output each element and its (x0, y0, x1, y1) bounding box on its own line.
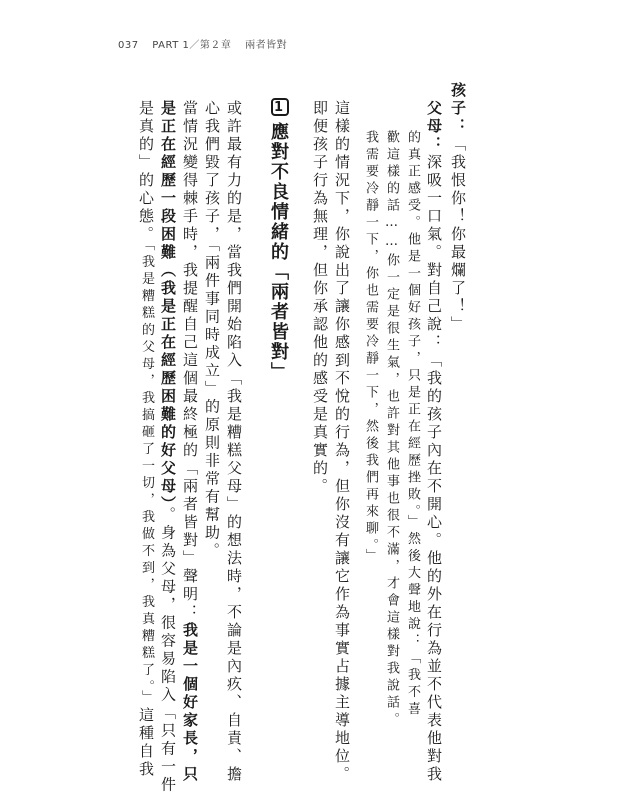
paragraph-line-2: 即便孩子行為無理，但你承認他的感受是真實的。 (311, 100, 329, 496)
chapter-title: 兩者皆對 (245, 40, 288, 51)
paragraph-line-6 (158, 100, 178, 795)
parent-line-3: 歡這樣的話……你一定是很生氣，也許對其他事也很不滿，才會這樣對我說話。 (384, 130, 399, 729)
part-label: PART 1／第２章 (152, 40, 232, 51)
paragraph-7-c: 這種自我 (137, 707, 155, 779)
paragraph-7-a: 是真的」的心態。 (137, 100, 155, 244)
page-number: 037 (118, 40, 139, 51)
paragraph-5-text: 當情況變得棘手時，我提醒自己這個最終極的「兩者皆對」聲明： (181, 100, 199, 622)
parent-text-1: 深吸一口氣。對自己說：「我的孩子內在不開心。他的外在行為並不代表他對我 (425, 154, 443, 784)
parent-line-1 (424, 100, 444, 784)
paragraph-6-rest: 。身為父母，很容易陷入「只有一件 (159, 506, 177, 795)
paragraph-line-7 (136, 100, 156, 779)
paragraph-line-4: 心我們毀了孩子，「兩件事同時成立」的原則非常有幫助。 (203, 100, 221, 561)
paragraph-7-quote: 「我是糟糕的父母，我搞砸了一切，我做不到，我真糟糕了。」 (139, 244, 154, 707)
child-quote-line (448, 82, 468, 334)
speaker-parent: 父母： (425, 100, 443, 154)
paragraph-5-bold: 我是一個好家長，只 (181, 622, 199, 784)
paragraph-line-3: 或許最有力的是，當我們開始陷入「我是糟糕父母」的想法時，不論是內疚、自責、擔 (225, 100, 243, 784)
speaker-child: 孩子： (449, 82, 467, 136)
running-header (118, 36, 558, 52)
section-number-badge: 1 (271, 98, 289, 116)
paragraph-line-5 (180, 100, 200, 784)
parent-line-4: 我需要冷靜一下，你也需要冷靜一下，然後我們再來聊。」 (363, 130, 378, 566)
paragraph-line-1: 這樣的情況下，你說出了讓你感到不悅的行為，但你沒有讓它作為事實占據主導地位。 (333, 100, 351, 784)
parent-line-2: 的真正感受。他是一個好孩子，只是正在經歷挫敗。」然後大聲地說：「我不喜 (405, 130, 420, 719)
book-page (118, 36, 566, 795)
section-heading (263, 98, 291, 382)
section-title: 應對不良情緒的「兩者皆對」 (268, 122, 289, 382)
child-quote: 「我恨你！你最爛了！」 (449, 136, 467, 334)
paragraph-6-bold-a: 是正在經歷一段困難 (159, 100, 177, 262)
paragraph-6-bold-b: （我是正在經歷困難的好父母） (159, 262, 177, 507)
